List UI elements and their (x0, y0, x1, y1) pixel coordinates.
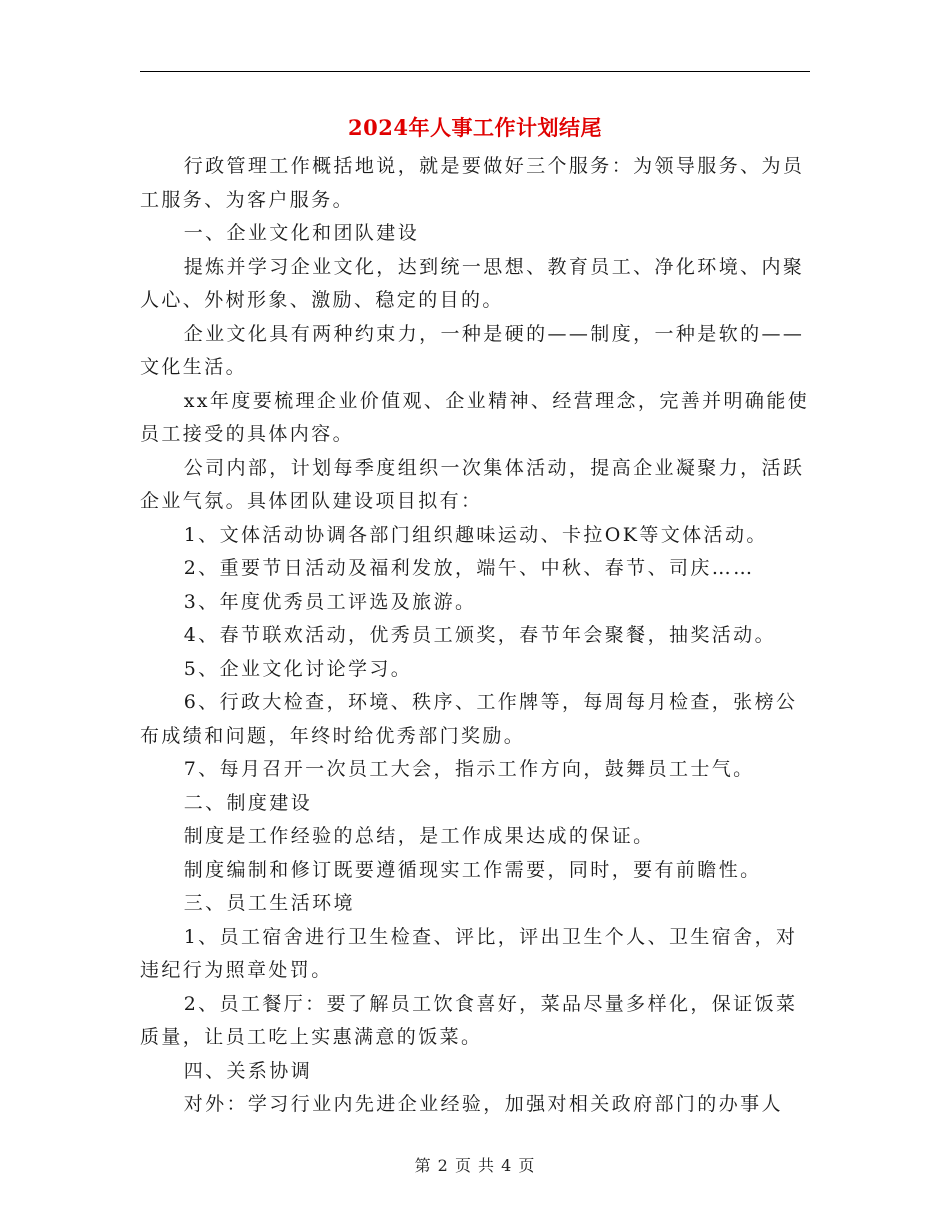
section-heading-culture: 一、企业文化和团队建设 (183, 222, 420, 244)
list-item: 1、员工宿舍进行卫生检查、评比，评出卫生个人、卫生宿舍，对违纪行为照章处罚。 (140, 925, 798, 981)
list-item: 1、文体活动协调各部门组织趣味运动、卡拉OK等文体活动。 (183, 523, 768, 546)
section-heading-rules: 二、制度建设 (183, 791, 313, 814)
paragraph: 公司内部，计划每季度组织一次集体活动，提高企业凝聚力，活跃企业气氛。具体团队建设项目拟有： (140, 456, 805, 512)
page-number: 第 2 页 共 4 页 (414, 1156, 536, 1175)
list-item: 2、员工餐厅：要了解员工饮食喜好，菜品尽量多样化，保证饭菜质量，让员工吃上实惠满意的饭菜。 (140, 992, 798, 1048)
header-rule (140, 71, 810, 72)
document-title: 2024年人事工作计划结尾 (348, 115, 602, 140)
paragraph-intro: 行政管理工作概括地说，就是要做好三个服务：为领导服务、为员工服务、为客户服务。 (140, 155, 805, 211)
paragraph: xx年度要梳理企业价值观、企业精神、经营理念，完善并明确能使员工接受的具体内容。 (140, 389, 810, 445)
list-item: 3、年度优秀员工评选及旅游。 (183, 590, 477, 613)
document-body (140, 150, 812, 1122)
list-item: 6、行政大检查，环境、秩序、工作牌等，每周每月检查，张榜公布成绩和问题，年终时给优秀部门奖励。 (140, 691, 798, 747)
paragraph: 制度是工作经验的总结，是工作成果达成的保证。 (183, 825, 655, 847)
list-item: 4、春节联欢活动，优秀员工颁奖，春节年会聚餐，抽奖活动。 (183, 624, 776, 646)
section-heading-living: 三、员工生活环境 (183, 892, 355, 914)
section-heading-relations: 四、关系协调 (183, 1059, 313, 1082)
list-item: 2、重要节日活动及福利发放，端午、中秋、春节、司庆…… (183, 557, 755, 579)
list-item: 5、企业文化讨论学习。 (183, 657, 413, 680)
paragraph: 企业文化具有两种约束力，一种是硬的——制度，一种是软的——文化生活。 (140, 322, 805, 378)
paragraph: 对外：学习行业内先进企业经验，加强对相关政府部门的办事人 (183, 1093, 783, 1115)
list-item: 7、每月召开一次员工大会，指示工作方向，鼓舞员工士气。 (183, 758, 755, 780)
paragraph: 提炼并学习企业文化，达到统一思想、教育员工、净化环境、内聚人心、外树形象、激励、稳定的目的。 (140, 255, 805, 311)
paragraph: 制度编制和修订既要遵循现实工作需要，同时，要有前瞻性。 (183, 858, 762, 881)
